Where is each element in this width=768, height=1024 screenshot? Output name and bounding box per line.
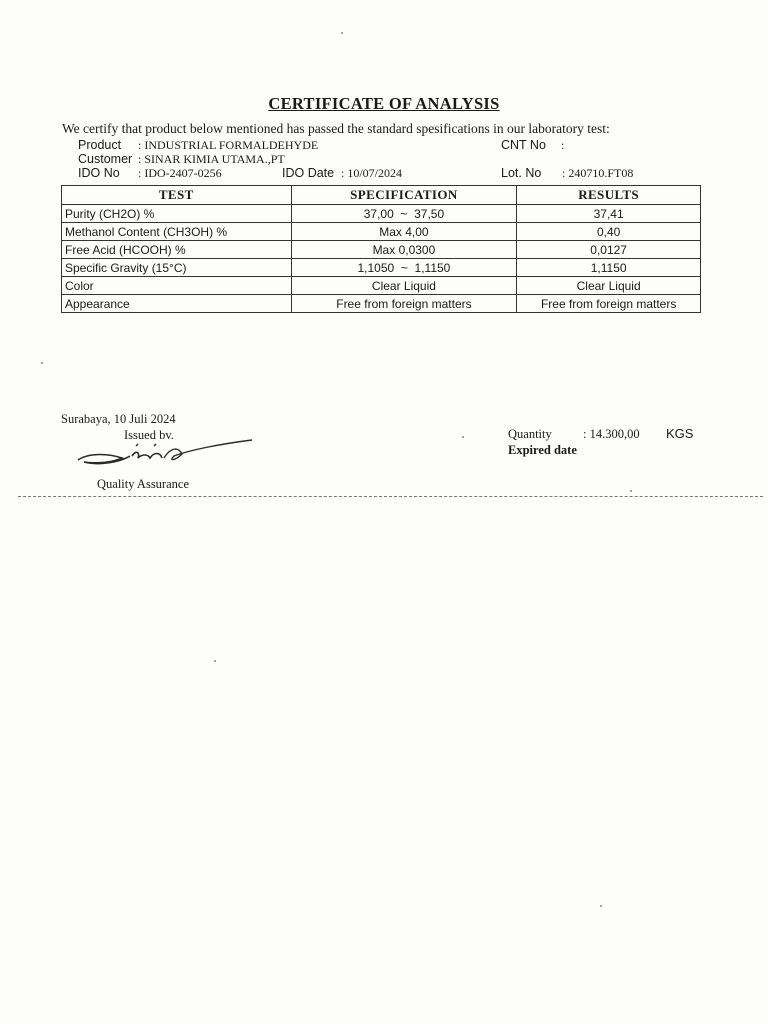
table-header-row bbox=[62, 186, 701, 205]
ido-no-value: : IDO-2407-0256 bbox=[138, 166, 222, 180]
document-title: CERTIFICATE OF ANALYSIS bbox=[268, 94, 500, 113]
column-header-specification: SPECIFICATION bbox=[291, 186, 517, 205]
test-name: Purity (CH2O) % bbox=[62, 205, 292, 223]
result: Clear Liquid bbox=[517, 277, 701, 295]
specification: Clear Liquid bbox=[291, 277, 517, 295]
result: 0,0127 bbox=[517, 241, 701, 259]
table-row bbox=[62, 223, 701, 241]
table-row bbox=[62, 205, 701, 223]
scan-speck bbox=[600, 905, 602, 907]
role-label: Quality Assurance bbox=[97, 477, 189, 491]
specification: Free from foreign matters bbox=[291, 295, 517, 313]
quantity-value: : 14.300,00 bbox=[583, 427, 640, 441]
ido-no-label: IDO No bbox=[78, 166, 120, 180]
lot-no-value: : 240710.FT08 bbox=[562, 166, 634, 180]
expired-date-label: Expired date bbox=[508, 443, 577, 457]
scan-speck bbox=[462, 436, 464, 438]
place-and-date: Surabaya, 10 Juli 2024 bbox=[61, 412, 176, 426]
result: 1,1150 bbox=[517, 259, 701, 277]
test-name: Color bbox=[62, 277, 292, 295]
result: 0,40 bbox=[517, 223, 701, 241]
test-name: Appearance bbox=[62, 295, 292, 313]
quantity-unit: KGS bbox=[666, 426, 694, 441]
customer-label: Customer bbox=[78, 152, 133, 166]
customer-value: : SINAR KIMIA UTAMA.,PT bbox=[138, 152, 285, 166]
test-name: Methanol Content (CH3OH) % bbox=[62, 223, 292, 241]
cnt-no-label: CNT No bbox=[501, 138, 546, 152]
test-name: Specific Gravity (15°C) bbox=[62, 259, 292, 277]
specification: 1,1050 ~ 1,1150 bbox=[291, 259, 517, 277]
ido-date-value: : 10/07/2024 bbox=[341, 166, 403, 180]
tear-line-divider bbox=[18, 496, 763, 497]
specification: Max 0,0300 bbox=[291, 241, 517, 259]
result: Free from foreign matters bbox=[517, 295, 701, 313]
table-row bbox=[62, 295, 701, 313]
table-row bbox=[62, 277, 701, 295]
cnt-no-value: : bbox=[561, 138, 565, 152]
test-name: Free Acid (HCOOH) % bbox=[62, 241, 292, 259]
scan-speck bbox=[630, 490, 632, 492]
quantity-label: Quantity bbox=[508, 427, 552, 441]
specification: 37,00 ~ 37,50 bbox=[291, 205, 517, 223]
result: 37,41 bbox=[517, 205, 701, 223]
column-header-results: RESULTS bbox=[517, 186, 701, 205]
table-row bbox=[62, 241, 701, 259]
scan-speck bbox=[341, 32, 343, 34]
lot-no-label: Lot. No bbox=[501, 166, 542, 180]
analysis-table bbox=[61, 185, 701, 313]
column-header-test: TEST bbox=[62, 186, 292, 205]
product-label: Product bbox=[78, 138, 122, 152]
ido-date-label: IDO Date bbox=[282, 166, 335, 180]
scan-speck bbox=[41, 362, 43, 364]
scan-speck bbox=[214, 660, 216, 662]
product-value: : INDUSTRIAL FORMALDEHYDE bbox=[138, 138, 319, 152]
table-row bbox=[62, 259, 701, 277]
signature-image bbox=[70, 432, 260, 472]
certification-statement: We certify that product below mentioned has passed the standard spesifications in our laboratory test: bbox=[62, 121, 610, 136]
issued-by-label: Issued bv. bbox=[124, 428, 174, 442]
specification: Max 4,00 bbox=[291, 223, 517, 241]
